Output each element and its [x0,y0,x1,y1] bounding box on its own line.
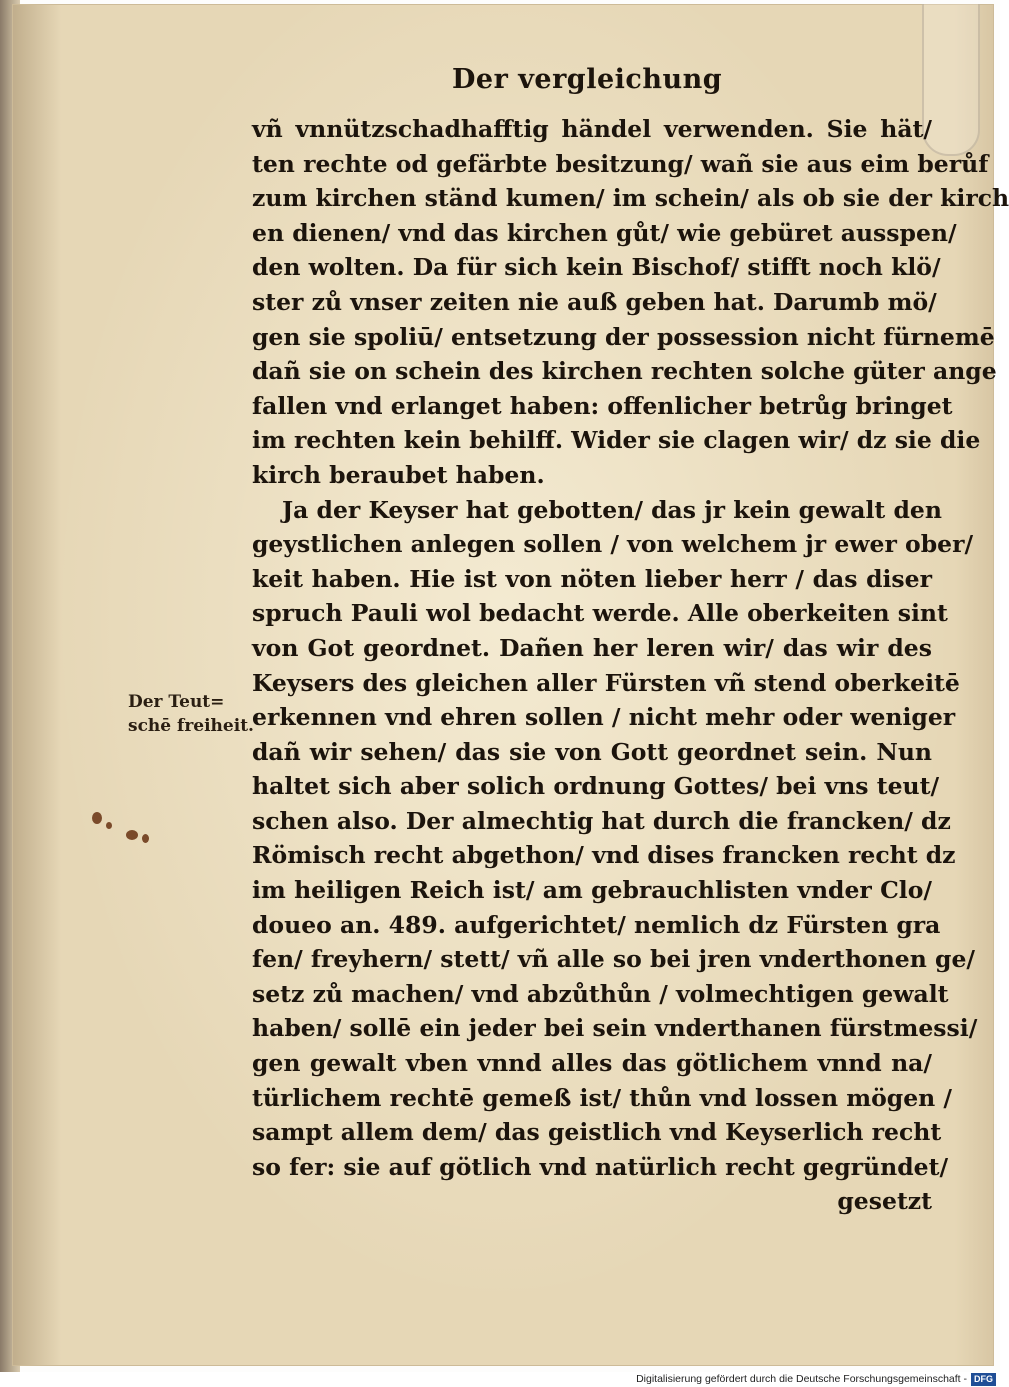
ink-stain [92,812,102,824]
text-line: türlichem rechtē gemeß ist/ thůn vnd lossen mögen / [252,1083,952,1112]
text-line: fen/ freyhern/ stett/ vñ alle so bei jren vnderthonen ge/ [252,945,975,974]
running-head: Der vergleichung [452,64,723,95]
text-line: im rechten kein behilff. Wider sie clagen wir/ dz sie die [252,426,981,455]
text-line: haben/ sollē ein jeder bei sein vnderthanen fürstmessi/ [252,1014,978,1043]
text-line: geystlichen anlegen sollen / von welchem jr ewer ober/ [252,530,974,559]
text-line: Keysers des gleichen aller Fürsten vñ stend oberkeitē [252,668,960,697]
text-line: haltet sich aber solich ordnung Gottes/ bei vns teut/ [252,772,940,801]
dfg-logo: DFG [971,1373,996,1386]
marginal-note-line: Der Teut= [128,692,225,712]
text-line: Ja der Keyser hat gebotten/ das jr kein gewalt den [282,495,942,524]
text-line: gen gewalt vben vnnd alles das götlichem vnnd na/ [252,1049,932,1078]
body-text [252,112,1009,1219]
text-line: fallen vnd erlanget haben: offenlicher betrůg bringet [252,391,953,420]
text-line: gen sie spoliū/ entsetzung der possession nicht fürnemē [252,322,995,351]
text-line: keit haben. Hie ist von nöten lieber herr / das diser [252,564,932,593]
text-line: dañ sie on schein des kirchen rechten solche güter ange [252,357,997,386]
text-line: en dienen/ vnd das kirchen gůt/ wie gebüret ausspen/ [252,218,957,247]
text-line: setz zů machen/ vnd abzůthůn / volmechtigen gewalt [252,979,949,1008]
marginal-note [128,690,254,738]
text-line: schen also. Der almechtig hat durch die francken/ dz [252,806,951,835]
text-line: von Got geordnet. Dañen her leren wir/ das wir des [252,633,932,662]
text-line: dañ wir sehen/ das sie von Gott geordnet sein. Nun [252,737,932,766]
text-line: den wolten. Da für sich kein Bischof/ stifft noch klö/ [252,253,941,282]
text-line: so fer: sie auf götlich vnd natürlich recht gegründet/ [252,1152,949,1181]
text-line: sampt allem dem/ das geistlich vnd Keyserlich recht [252,1118,942,1147]
text-line: Römisch recht abgethon/ vnd dises francken recht dz [252,841,956,870]
digitization-footer [636,1371,996,1387]
text-line: vñ vnnützschadhafftig händel verwenden. Sie hät/ [252,115,932,143]
text-line: kirch beraubet haben. [252,460,545,489]
text-line: im heiligen Reich ist/ am gebrauchlisten vnder Clo/ [252,876,932,905]
ink-stain [106,822,112,829]
catchword: gesetzt [837,1187,932,1216]
marginal-note-line: schē freiheit. [128,716,254,736]
text-line: ten rechte od gefärbte besitzung/ wañ sie aus eim berůf [252,149,989,178]
text-line: ster zů vnser zeiten nie auß geben hat. Darumb mö/ [252,287,937,316]
funding-credit: Digitalisierung gefördert durch die Deutsche Forschungsgemeinschaft - [636,1373,967,1385]
text-line: doueo an. 489. aufgerichtet/ nemlich dz Fürsten gra [252,910,941,939]
text-line: zum kirchen ständ kumen/ im schein/ als ob sie der kirch [252,184,1009,213]
ink-stain [142,834,149,843]
ink-stain [126,830,138,840]
text-line: erkennen vnd ehren sollen / nicht mehr oder weniger [252,703,956,732]
text-line: spruch Pauli wol bedacht werde. Alle oberkeiten sint [252,599,948,628]
